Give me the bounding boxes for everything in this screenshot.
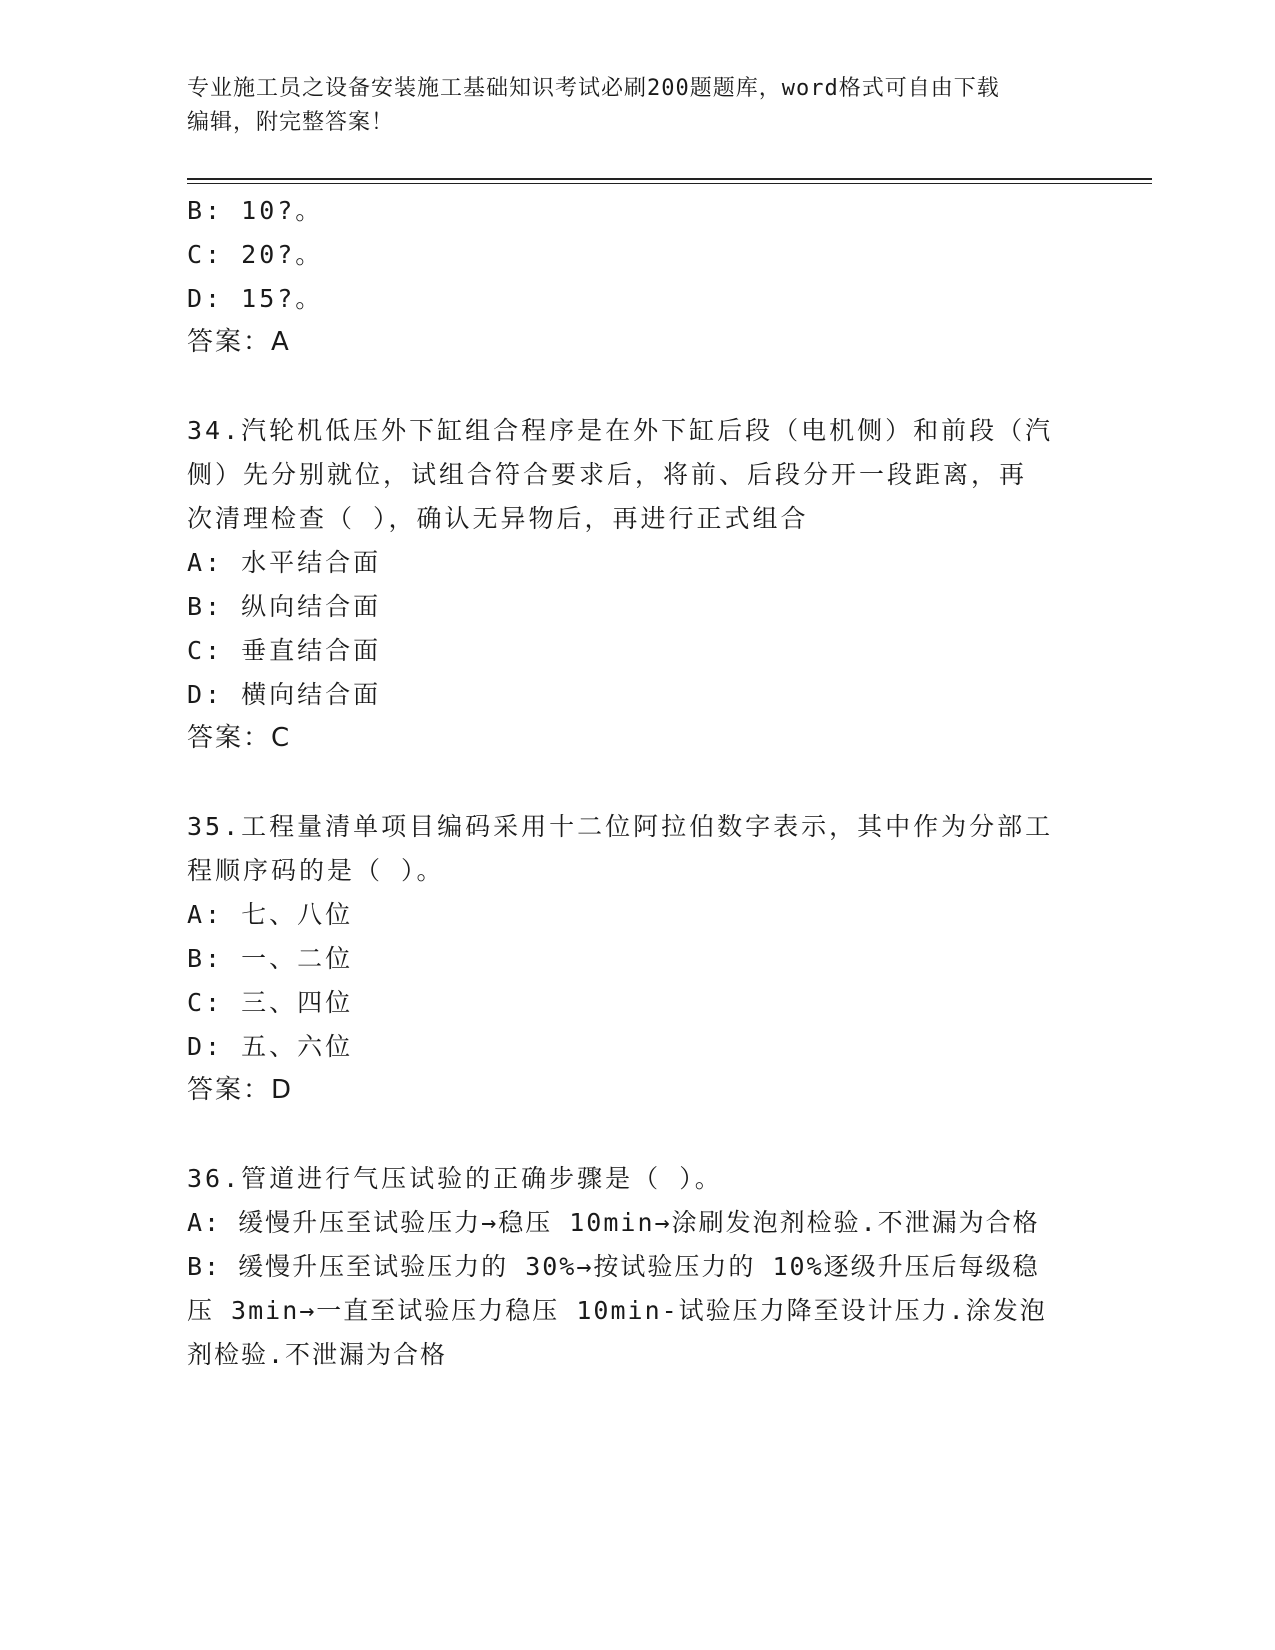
q33-answer: 答案：A — [187, 327, 291, 357]
q33-option-b: B: 10?。 — [187, 196, 324, 225]
header-line-2: 编辑，附完整答案！ — [187, 110, 395, 135]
q34-option-a: A: 水平结合面 — [187, 548, 382, 577]
q35-option-c: C: 三、四位 — [187, 988, 354, 1017]
q33-option-c: C: 20?。 — [187, 240, 324, 269]
q36-option-b-line-3: 剂检验.不泄漏为合格 — [187, 1340, 448, 1369]
q36-option-b-line-2: 压 3min→一直至试验压力稳压 10min-试验压力降至设计压力.涂发泡 — [187, 1296, 1047, 1325]
q34-stem-line-2: 侧）先分别就位，试组合符合要求后，将前、后段分开一段距离，再 — [187, 460, 1028, 489]
q34-option-d: D: 横向结合面 — [187, 680, 382, 709]
q35-stem-line-1: 35.工程量清单项目编码采用十二位阿拉伯数字表示，其中作为分部工 — [187, 812, 1054, 841]
q35-option-d: D: 五、六位 — [187, 1032, 354, 1061]
q34-stem-line-3: 次清理检查（ ），确认无异物后，再进行正式组合 — [187, 504, 809, 533]
q34-option-c: C: 垂直结合面 — [187, 636, 382, 665]
document-header — [187, 72, 1107, 140]
q35-stem-line-2: 程顺序码的是（ ）。 — [187, 856, 445, 885]
q34-stem-line-1: 34.汽轮机低压外下缸组合程序是在外下缸后段（电机侧）和前段（汽 — [187, 416, 1054, 445]
q34-answer: 答案：C — [187, 723, 292, 753]
q36-option-a: A: 缓慢升压至试验压力→稳压 10min→涂刷发泡剂检验.不泄漏为合格 — [187, 1208, 1040, 1237]
q35-option-a: A: 七、八位 — [187, 900, 354, 929]
header-divider-thick — [187, 178, 1152, 180]
q35-answer: 答案：D — [187, 1075, 294, 1105]
q33-option-d: D: 15?。 — [187, 284, 324, 313]
header-line-1: 专业施工员之设备安装施工基础知识考试必刷200题题库，word格式可自由下载 — [187, 76, 1000, 101]
q36-stem-line-1: 36.管道进行气压试验的正确步骤是（ ）。 — [187, 1164, 723, 1193]
header-divider-thin — [187, 183, 1152, 184]
q36-option-b-line-1: B: 缓慢升压至试验压力的 30%→按试验压力的 10%逐级升压后每级稳 — [187, 1252, 1040, 1281]
q34-option-b: B: 纵向结合面 — [187, 592, 382, 621]
q35-option-b: B: 一、二位 — [187, 944, 354, 973]
